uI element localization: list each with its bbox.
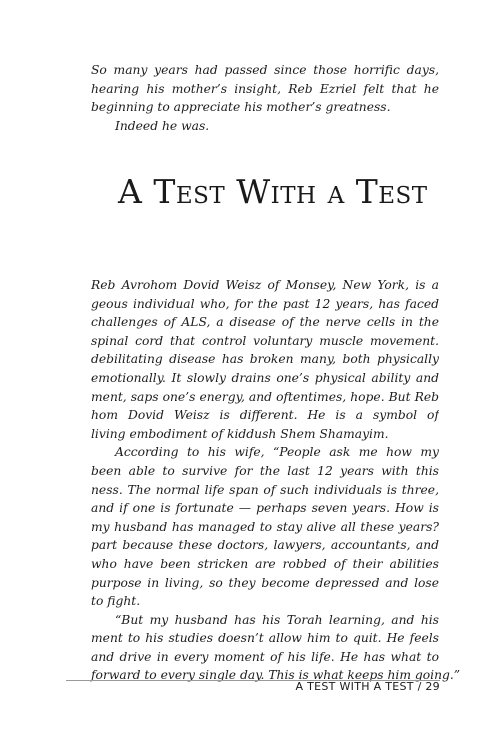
text-line: “But my husband has his Torah learning, and his <box>115 612 439 627</box>
text-line: hearing his mother’s insight, Reb Ezriel felt that he <box>91 81 439 96</box>
text-line: ment to his studies doesn’t allow him to quit. He feels <box>91 631 439 646</box>
intro-paragraph <box>91 61 439 135</box>
text-line: and if one is fortunate — perhaps seven years. How is <box>91 501 439 516</box>
text-line: purpose in living, so they become depressed and lose <box>91 575 439 590</box>
text-line: emotionally. It slowly drains one’s physical ability and <box>91 370 439 385</box>
text-line: So many years had passed since those horrific days, <box>91 63 439 77</box>
text-line: ment, saps one’s energy, and oftentimes, hope. But Reb <box>91 389 439 404</box>
text-line: geous individual who, for the past 12 years, has faced <box>91 296 439 311</box>
text-line: and drive in every moment of his life. He has what to <box>91 649 439 664</box>
article-body <box>91 276 461 685</box>
text-line: ness. The normal life span of such individuals is three, <box>91 482 439 497</box>
running-footer: A TEST WITH A TEST / 29 <box>295 680 440 693</box>
text-line: beginning to appreciate his mother’s greatness. <box>91 100 391 115</box>
text-line: to fight. <box>91 594 141 609</box>
text-line: Indeed he was. <box>115 118 210 133</box>
text-line: living embodiment of kiddush Shem Shamayim. <box>91 426 389 441</box>
text-line: who have been stricken are robbed of their abilities <box>91 556 439 571</box>
text-line: part because these doctors, lawyers, accountants, and <box>91 538 439 553</box>
text-line: been able to survive for the last 12 years with this <box>91 463 439 478</box>
text-line: challenges of ALS, a disease of the nerve cells in the <box>91 315 439 330</box>
text-line: forward to every single day. This is what keeps him going.” <box>91 668 461 683</box>
text-line: my husband has managed to stay alive all these years? <box>91 519 439 534</box>
text-line: Reb Avrohom Dovid Weisz of Monsey, New York, is a <box>91 278 439 292</box>
text-line: spinal cord that control voluntary muscle movement. <box>91 333 439 348</box>
chapter-title: A Test With a Test <box>118 172 428 211</box>
text-line: debilitating disease has broken many, both physically <box>91 352 439 367</box>
text-line: According to his wife, “People ask me how my <box>115 445 439 460</box>
text-line: hom Dovid Weisz is different. He is a symbol of <box>91 408 439 423</box>
